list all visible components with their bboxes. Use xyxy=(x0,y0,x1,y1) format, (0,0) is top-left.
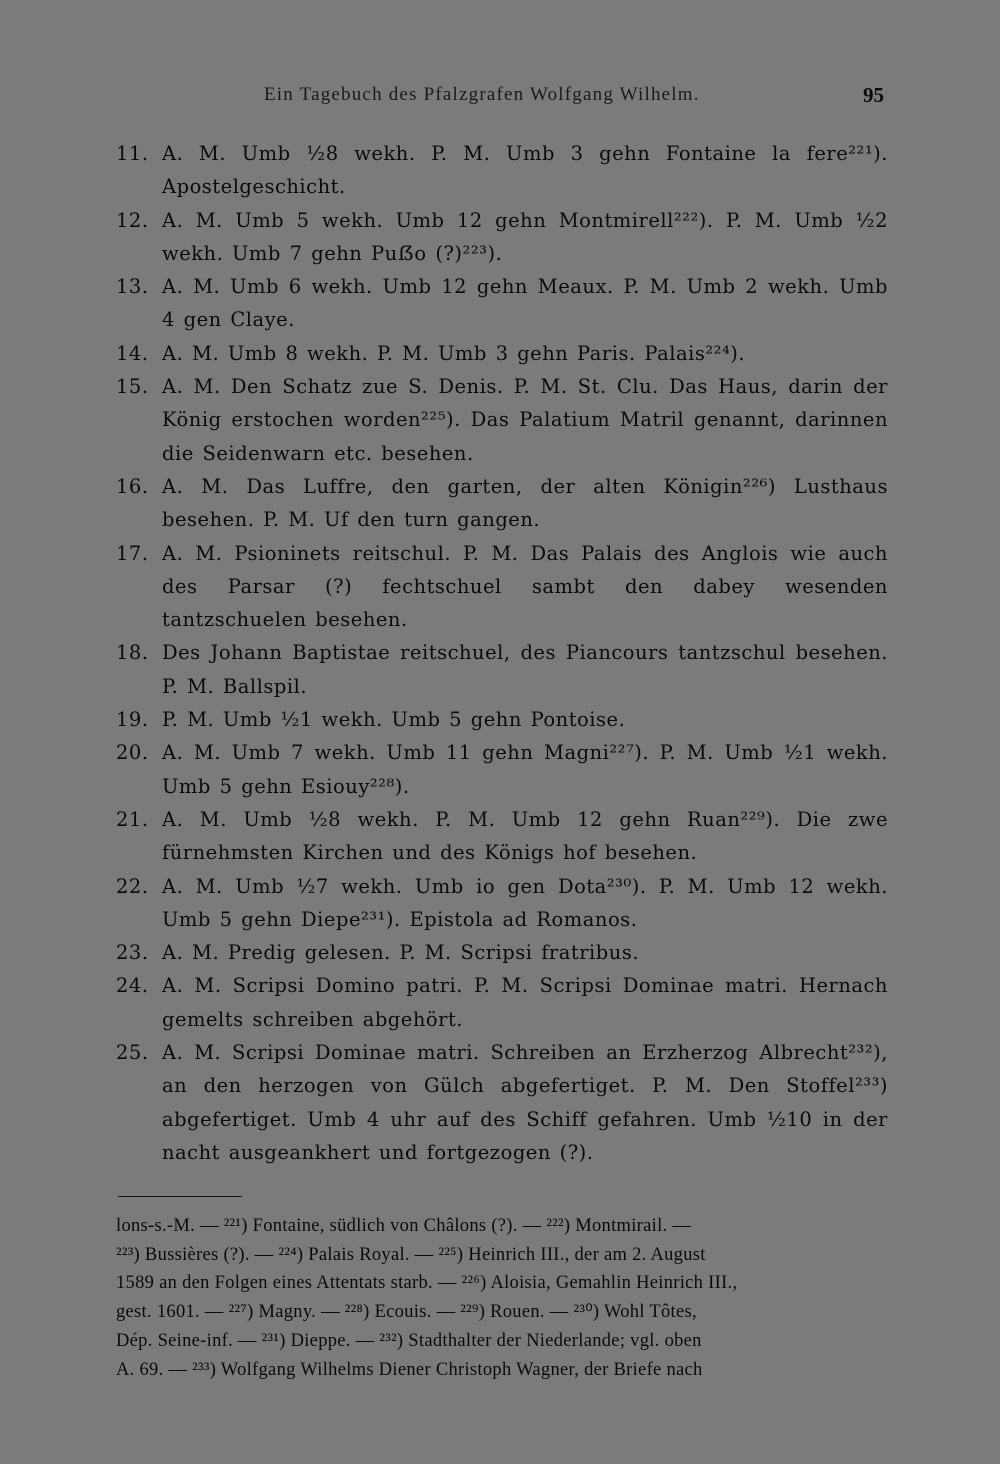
diary-entry xyxy=(116,936,888,969)
entry-number: 17. xyxy=(116,541,149,565)
running-header xyxy=(0,84,1000,112)
diary-entry xyxy=(116,736,888,803)
entry-text: A. M. Umb 8 wekh. P. M. Umb 3 gehn Paris. Palais²²⁴). xyxy=(162,341,746,365)
diary-entry xyxy=(116,470,888,537)
footnote-line: Dép. Seine-inf. — ²³¹) Dieppe. — ²³²) Stadthalter der Niederlande; vgl. oben xyxy=(116,1330,702,1351)
entry-text: A. M. Predig gelesen. P. M. Scripsi fratribus. xyxy=(162,941,640,965)
entry-text: P. M. Umb ½1 wekh. Umb 5 gehn Pontoise. xyxy=(162,708,626,732)
diary-entry xyxy=(116,703,888,736)
entry-text: A. M. Umb ½8 wekh. P. M. Umb 12 gehn Ruan²²⁹). Die zwe fürnehmsten Kirchen und des Königs hof besehen. xyxy=(162,807,888,865)
diary-entry xyxy=(116,803,888,870)
footnote-line: ²²³) Bussières (?). — ²²⁴) Palais Royal. — ²²⁵) Heinrich III., der am 2. August xyxy=(116,1244,706,1265)
diary-entry xyxy=(116,270,888,337)
entry-text: A. M. Scripsi Domino patri. P. M. Scripsi Dominae matri. Hernach gemelts schreiben abgehört. xyxy=(162,974,888,1031)
entry-text: A. M. Scripsi Dominae matri. Schreiben an Erzherzog Albrecht²³²), an den herzogen von Gülch abgefertiget. P. M. Den Stoffel²³³) abgefertiget. Umb 4 uhr auf des Schiff gefahren. Umb ½10 in der nacht ausgeankhert und fortgezogen (?). xyxy=(162,1041,888,1164)
entry-number: 13. xyxy=(116,275,149,299)
diary-entry xyxy=(116,337,888,370)
footnote-line: 1589 an den Folgen eines Attentats starb. — ²²⁶) Aloisia, Gemahlin Heinrich III., xyxy=(116,1273,738,1294)
entry-number: 14. xyxy=(116,341,149,365)
diary-entry xyxy=(116,537,888,637)
diary-entry xyxy=(116,1036,888,1169)
entry-text: Des Johann Baptistae reitschuel, des Piancours tantzschul besehen. P. M. Ballspil. xyxy=(162,641,888,698)
footnote-line: A. 69. — ²³³) Wolfgang Wilhelms Diener Christoph Wagner, der Briefe nach xyxy=(116,1359,703,1380)
entry-number: 24. xyxy=(116,974,149,998)
entry-number: 25. xyxy=(116,1041,149,1065)
entry-number: 22. xyxy=(116,874,149,898)
entry-text: A. M. Umb 5 wekh. Umb 12 gehn Montmirell²²²). P. M. Umb ½2 wekh. Umb 7 gehn Puẞo (?)²²³). xyxy=(162,208,888,265)
diary-entry xyxy=(116,370,888,470)
entry-number: 15. xyxy=(116,375,149,399)
entry-text: A. M. Den Schatz zue S. Denis. P. M. St. Clu. Das Haus, darin der König erstochen worden²²⁵). Das Palatium Matril genannt, darinnen die Seidenwarn etc. besehen. xyxy=(162,375,888,465)
footnotes xyxy=(116,1212,888,1384)
entry-number: 19. xyxy=(116,708,149,732)
diary-entry xyxy=(116,636,888,703)
diary-entry xyxy=(116,204,888,271)
diary-entries xyxy=(116,137,888,1169)
diary-entry xyxy=(116,137,888,204)
running-title: Ein Tagebuch des Pfalzgrafen Wolfgang Wilhelm. xyxy=(264,84,700,105)
diary-entry xyxy=(116,969,888,1036)
footnote-separator-rule xyxy=(118,1196,242,1197)
entry-number: 23. xyxy=(116,941,149,965)
footnote-line: gest. 1601. — ²²⁷) Magny. — ²²⁸) Ecouis. — ²²⁹) Rouen. — ²³⁰) Wohl Tôtes, xyxy=(116,1302,697,1323)
entry-text: A. M. Umb 6 wekh. Umb 12 gehn Meaux. P. M. Umb 2 wekh. Umb 4 gen Claye. xyxy=(162,275,888,332)
footnote-line: lons-s.-M. — ²²¹) Fontaine, südlich von Châlons (?). — ²²²) Montmirail. — xyxy=(116,1216,692,1236)
diary-entry xyxy=(116,870,888,937)
entry-number: 11. xyxy=(116,142,149,165)
entry-number: 20. xyxy=(116,741,149,765)
entry-text: A. M. Das Luffre, den garten, der alten Königin²²⁶) Lusthaus besehen. P. M. Uf den turn gangen. xyxy=(162,474,888,532)
entry-number: 16. xyxy=(116,474,149,498)
entry-text: A. M. Umb ½7 wekh. Umb io gen Dota²³⁰). P. M. Umb 12 wekh. Umb 5 gehn Diepe²³¹). Epistola ad Romanos. xyxy=(162,874,888,931)
entry-text: A. M. Umb 7 wekh. Umb 11 gehn Magni²²⁷). P. M. Umb ½1 wekh. Umb 5 gehn Esiouy²²⁸). xyxy=(162,741,888,798)
page-number: 95 xyxy=(863,83,884,107)
entry-text: A. M. Psioninets reitschul. P. M. Das Palais des Anglois wie auch des Parsar (?) fechtschuel sambt den dabey wesenden tantzschuelen besehen. xyxy=(162,541,888,632)
entry-number: 18. xyxy=(116,641,149,665)
entry-text: A. M. Umb ½8 wekh. P. M. Umb 3 gehn Fontaine la fere²²¹). Apostelgeschicht. xyxy=(162,142,888,199)
entry-number: 21. xyxy=(116,807,149,831)
entry-number: 12. xyxy=(116,208,149,232)
